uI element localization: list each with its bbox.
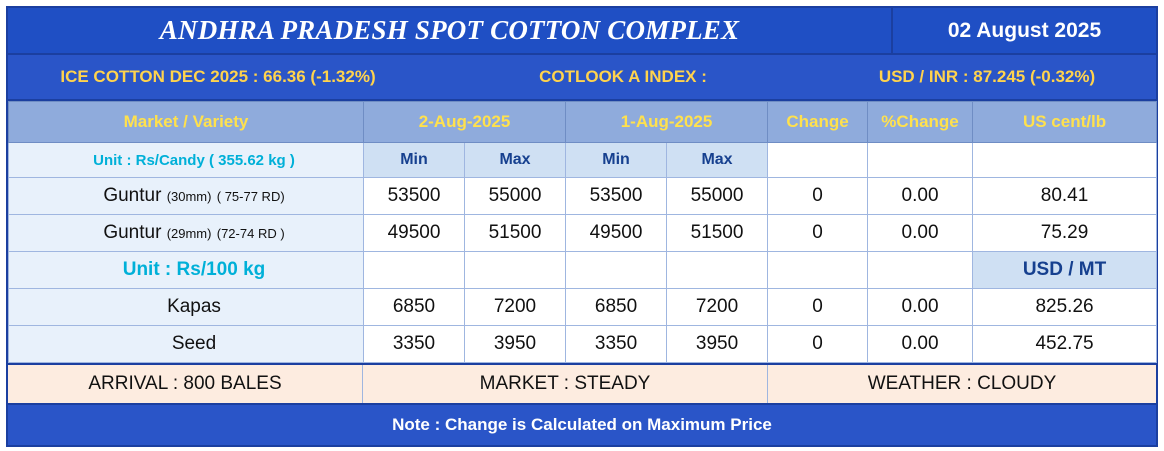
cell-pct-change: 0.00 <box>868 215 973 252</box>
row-label-kapas <box>9 289 364 326</box>
usd-inr-rate: USD / INR : 87.245 (-0.32%) <box>878 67 1096 86</box>
row-label-guntur-30mm <box>9 178 364 215</box>
cell-max-previous: 7200 <box>667 289 768 326</box>
variety-spec1: (29mm) <box>166 226 212 241</box>
row-label-seed <box>9 326 364 363</box>
cell-min-previous: 6850 <box>566 289 667 326</box>
table-row <box>9 215 1157 252</box>
cell-change: 0 <box>768 289 868 326</box>
cell-min-current: 3350 <box>364 326 465 363</box>
header-date-previous: 1-Aug-2025 <box>566 102 768 143</box>
subheader-max-previous: Max <box>667 143 768 178</box>
unit-100kg-row <box>9 252 1157 289</box>
cell-usd-mt: 452.75 <box>973 326 1157 363</box>
subheader-min-current: Min <box>364 143 465 178</box>
rates-table <box>8 101 1157 363</box>
board-container <box>6 6 1158 447</box>
variety-name: Seed <box>171 333 217 354</box>
header-date-current: 2-Aug-2025 <box>364 102 566 143</box>
cotlook-a-index: COTLOOK A INDEX : <box>539 67 707 86</box>
cell-min-previous: 3350 <box>566 326 667 363</box>
arrival-summary: ARRIVAL : 800 BALES <box>8 365 363 403</box>
unit-100kg-label: Unit : Rs/100 kg <box>9 252 364 289</box>
cell-max-current: 55000 <box>465 178 566 215</box>
variety-spec2: ( 75-77 RD) <box>216 189 285 204</box>
cell-change: 0 <box>768 215 868 252</box>
cell-pct-change: 0.00 <box>868 178 973 215</box>
ice-cotton-index: ICE COTTON DEC 2025 : 66.36 (-1.32%) <box>60 67 376 86</box>
cell-max-previous: 51500 <box>667 215 768 252</box>
cell-usd-mt: 825.26 <box>973 289 1157 326</box>
cell-max-current: 51500 <box>465 215 566 252</box>
unit-row-blank-1 <box>364 252 465 289</box>
header-pct-change: %Change <box>868 102 973 143</box>
weather-summary: WEATHER : CLOUDY <box>867 373 1057 394</box>
table-row <box>9 289 1157 326</box>
cell-us-cent-lb: 75.29 <box>973 215 1157 252</box>
cell-change: 0 <box>768 326 868 363</box>
cell-us-cent-lb: 80.41 <box>973 178 1157 215</box>
cell-pct-change: 0.00 <box>868 289 973 326</box>
market-summary: MARKET : STEADY <box>363 365 768 403</box>
variety-spec2: (72-74 RD ) <box>216 226 285 241</box>
page-title: ANDHRA PRADESH SPOT COTTON COMPLEX <box>159 15 740 45</box>
header-change: Change <box>768 102 868 143</box>
title-row <box>8 8 1156 55</box>
indices-row <box>8 55 1156 101</box>
header-us-cent-lb: US cent/lb <box>973 102 1157 143</box>
cell-min-previous: 49500 <box>566 215 667 252</box>
subheader-max-current: Max <box>465 143 566 178</box>
subheader-change-blank <box>768 143 868 178</box>
row-label-guntur-29mm <box>9 215 364 252</box>
table-header-row <box>9 102 1157 143</box>
note-text: Note : Change is Calculated on Maximum Price <box>8 405 1156 445</box>
variety-spec1: (30mm) <box>166 189 212 204</box>
cell-max-previous: 55000 <box>667 178 768 215</box>
table-subheader-row <box>9 143 1157 178</box>
unit-row-blank-4 <box>667 252 768 289</box>
variety-name: Kapas <box>167 296 221 317</box>
cell-max-current: 7200 <box>465 289 566 326</box>
header-usd-mt: USD / MT <box>973 252 1157 289</box>
report-date: 02 August 2025 <box>891 8 1156 53</box>
unit-row-blank-3 <box>566 252 667 289</box>
table-row <box>9 178 1157 215</box>
header-market-variety: Market / Variety <box>9 102 364 143</box>
unit-row-blank-5 <box>768 252 868 289</box>
subheader-min-previous: Min <box>566 143 667 178</box>
cell-min-current: 53500 <box>364 178 465 215</box>
cell-min-current: 6850 <box>364 289 465 326</box>
cell-change: 0 <box>768 178 868 215</box>
subheader-conv-blank <box>973 143 1157 178</box>
cell-max-current: 3950 <box>465 326 566 363</box>
subheader-pct-blank <box>868 143 973 178</box>
variety-name: Guntur <box>103 185 162 206</box>
variety-name: Guntur <box>103 222 162 243</box>
cell-pct-change: 0.00 <box>868 326 973 363</box>
unit-candy-label: Unit : Rs/Candy ( 355.62 kg ) <box>9 143 364 178</box>
unit-row-blank-6 <box>868 252 973 289</box>
table-row <box>9 326 1157 363</box>
cell-max-previous: 3950 <box>667 326 768 363</box>
summary-row <box>8 363 1156 405</box>
unit-row-blank-2 <box>465 252 566 289</box>
cell-min-previous: 53500 <box>566 178 667 215</box>
cell-min-current: 49500 <box>364 215 465 252</box>
